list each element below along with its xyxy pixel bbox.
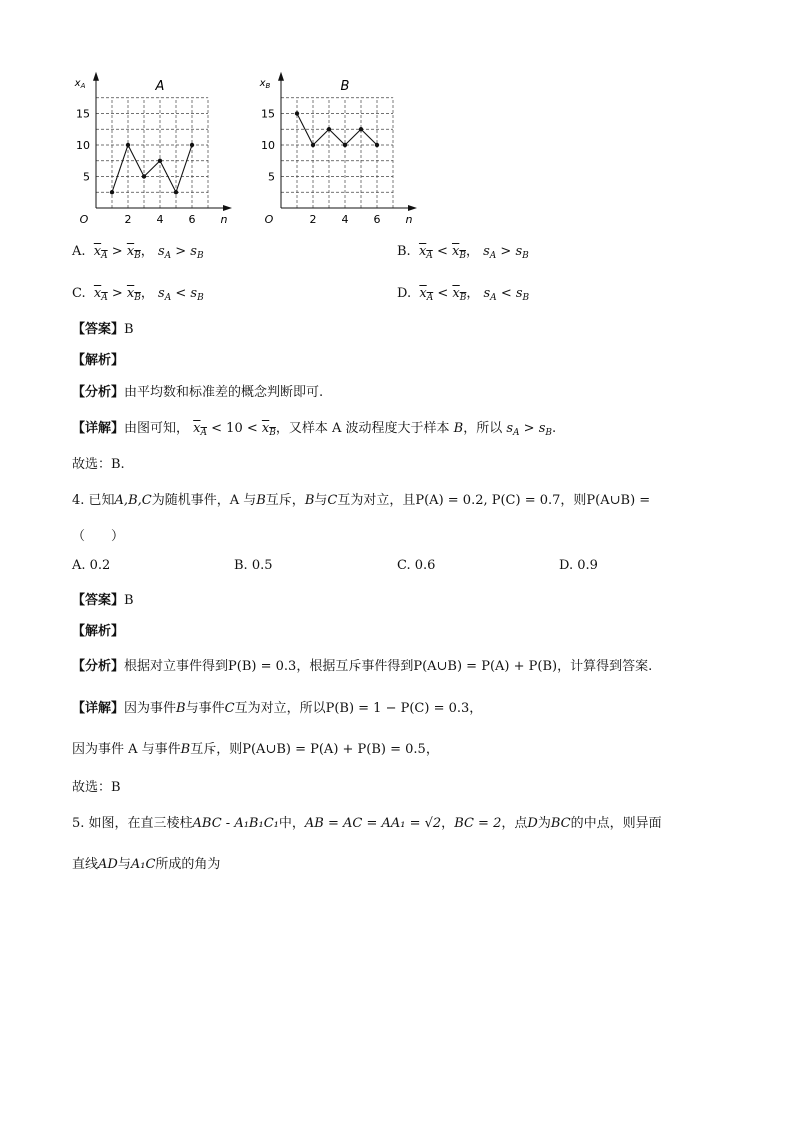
detail-tag: 【详解】 <box>72 701 125 716</box>
data-point <box>126 143 130 147</box>
sd-sa: $s_A$ <box>483 286 497 303</box>
var: B <box>256 493 266 508</box>
x-axis-label: n <box>220 213 228 225</box>
y-tick-label: 5 <box>268 170 275 184</box>
text: 根据对立事件得到 <box>124 659 229 674</box>
option-text: C. 0.6 <box>397 558 436 573</box>
x-tick-label: 2 <box>124 213 132 225</box>
rel: > <box>500 244 512 259</box>
mean-xb: $x_B$ <box>126 244 141 261</box>
q4-fenxi <box>72 655 652 674</box>
origin-label: O <box>264 213 274 225</box>
data-point <box>295 111 299 115</box>
var: C <box>327 493 338 508</box>
choose-text: 故选：B. <box>72 457 125 472</box>
y-tick-label: 10 <box>261 139 275 152</box>
x-axis-arrow <box>223 205 232 211</box>
option-text: B. 0.5 <box>234 558 273 573</box>
text: 的中点，则异面 <box>570 816 662 831</box>
x-tick-label: 6 <box>188 213 196 225</box>
option-label: D. <box>397 286 412 301</box>
q4-stem <box>72 489 650 508</box>
var: AD <box>98 857 118 872</box>
sd-sb: $s_B$ <box>190 286 204 303</box>
data-point <box>142 174 146 178</box>
fenxi-tag: 【分析】 <box>72 385 125 400</box>
q4-option-c <box>397 558 435 573</box>
option-label: A. <box>72 244 86 259</box>
x-tick-label: 4 <box>341 213 349 225</box>
q4-choose <box>72 776 121 795</box>
q3-option-a: A. $x_A > x_B$， $s_A > s_B$ <box>72 244 204 261</box>
mean-xb: $x_B$ <box>452 286 467 303</box>
text: ，所以 <box>463 421 503 436</box>
text: 与 <box>117 857 131 872</box>
x-axis-label: n <box>405 213 413 225</box>
text: ，则 <box>560 493 587 508</box>
text: 互斥， <box>265 493 305 508</box>
paren: （ ） <box>72 529 125 544</box>
series-line <box>112 145 192 192</box>
option-text: A. 0.2 <box>72 558 111 573</box>
q4-detail-2 <box>72 738 439 757</box>
answer-tag: 【答案】 <box>72 322 125 337</box>
x-tick-label: 6 <box>373 213 381 225</box>
mean-xa: $x_A$ <box>418 244 433 261</box>
data-point <box>359 127 363 131</box>
rel: < <box>500 286 512 301</box>
y-axis-arrow <box>278 72 284 81</box>
text: 由图可知， <box>124 421 190 436</box>
text: ， <box>469 701 483 716</box>
q4-option-d <box>559 558 598 573</box>
text: 因为事件 <box>124 701 177 716</box>
mean-xb: $x_B$ <box>261 421 276 438</box>
y-axis-label: $x_A$ <box>74 77 86 90</box>
answer-value: B <box>124 593 134 608</box>
text: ，点 <box>501 816 528 831</box>
chart-a <box>70 55 250 229</box>
rel: < <box>437 286 449 301</box>
option-label: C. <box>72 286 86 301</box>
text: 所成的角为 <box>155 857 221 872</box>
x-tick-label: 2 <box>309 213 317 225</box>
data-point <box>174 190 178 194</box>
text: 中， <box>278 816 305 831</box>
sd-sb: $s_B$ <box>515 244 529 261</box>
chart-a-svg <box>70 55 250 225</box>
text: < 10 < <box>211 421 258 436</box>
prob-eq: P(A) = 0.2, P(C) = 0.7 <box>415 493 561 508</box>
rel: > <box>111 286 123 301</box>
answer-value: B <box>124 322 134 337</box>
q3-choose <box>72 453 125 472</box>
q4-detail <box>72 697 482 716</box>
var: B <box>180 742 191 757</box>
text: 因为事件 A 与事件 <box>72 742 181 757</box>
q4-paren <box>72 525 124 544</box>
mean-xa: $x_A$ <box>419 286 434 303</box>
text: ，计算得到答案. <box>557 659 653 674</box>
text: 与 <box>314 493 328 508</box>
rel: < <box>175 286 187 301</box>
text: 互为对立，所以 <box>234 701 326 716</box>
chart-b <box>255 55 435 229</box>
eq: P(B) = 1 − P(C) = 0.3 <box>325 701 470 716</box>
text: ，根据互斥事件得到 <box>296 659 414 674</box>
eq: P(A∪B) = P(A) + P(B) <box>413 659 558 674</box>
var: BC <box>550 816 571 831</box>
vars: A,B,C <box>114 493 152 508</box>
var: B <box>304 493 315 508</box>
prism: ABC - A₁B₁C₁ <box>192 816 279 831</box>
text: ， <box>425 742 439 757</box>
chart-b-svg <box>255 55 435 225</box>
text: 直线 <box>72 857 99 872</box>
data-point <box>311 143 315 147</box>
fenxi-text: 由平均数和标准差的概念判断即可. <box>124 385 324 400</box>
rel: > <box>175 244 187 259</box>
sd-sb: $s_B$ <box>190 244 204 261</box>
data-point <box>327 127 331 131</box>
q3-answer <box>72 318 134 337</box>
data-point <box>158 159 162 163</box>
q3-detail: 【详解】由图可知， $x_A < 10 < x_B$，又样本 A 波动程度大于样本 B，所以 $s_A > s_B$. <box>72 421 557 438</box>
q5-stem-2 <box>72 853 220 872</box>
data-point <box>110 190 114 194</box>
sd-sa: $s_A$ <box>157 244 172 261</box>
eq: P(A∪B) = P(A) + P(B) = 0.5 <box>242 742 426 757</box>
sd-sa: $s_A$ <box>483 244 497 261</box>
q3-option-b: B. $x_A < x_B$， $s_A > s_B$ <box>397 244 529 261</box>
text: . <box>552 421 557 436</box>
mean-xb: $x_B$ <box>126 286 141 303</box>
prob-eq: P(A∪B) = <box>586 493 651 508</box>
data-point <box>343 143 347 147</box>
q3-fenxi <box>72 381 323 400</box>
text: 4. 已知 <box>72 493 115 508</box>
eq: AB = AC = AA₁ = √2 <box>304 816 442 831</box>
q5-stem <box>72 812 662 831</box>
x-tick-label: 4 <box>156 213 164 225</box>
fenxi-tag: 【分析】 <box>72 659 125 674</box>
answer-tag: 【答案】 <box>72 593 125 608</box>
var-b: B <box>453 421 464 436</box>
text: 互为对立，且 <box>337 493 416 508</box>
mean-xb: $x_B$ <box>451 244 466 261</box>
analysis-tag: 【解析】 <box>72 353 125 368</box>
y-tick-label: 15 <box>76 107 90 121</box>
q3-option-d: D. $x_A < x_B$， $s_A < s_B$ <box>397 286 530 303</box>
y-tick-label: 15 <box>261 107 275 121</box>
rel: > <box>111 244 123 259</box>
text: 互斥，则 <box>190 742 243 757</box>
x-axis-arrow <box>408 205 417 211</box>
q4-answer <box>72 589 134 608</box>
data-point <box>190 143 194 147</box>
analysis-tag: 【解析】 <box>72 624 125 639</box>
rel: < <box>436 244 448 259</box>
var: D <box>527 816 538 831</box>
q3-option-c: C. $x_A > x_B$， $s_A < s_B$ <box>72 286 204 303</box>
chart-title: B <box>340 78 350 94</box>
text: 与事件 <box>185 701 225 716</box>
y-axis-label: $x_B$ <box>259 77 271 90</box>
detail-tag: 【详解】 <box>72 421 125 436</box>
data-point <box>375 143 379 147</box>
q3-analysis-tag <box>72 349 124 368</box>
text: 为 <box>537 816 551 831</box>
text: ，又样本 A 波动程度大于样本 <box>275 421 450 436</box>
var: B <box>176 701 186 716</box>
var: C <box>224 701 235 716</box>
option-text: D. 0.9 <box>559 558 598 573</box>
text: ， <box>441 816 455 831</box>
sd-sb: $s_B$ <box>538 421 553 438</box>
mean-xa: $x_A$ <box>93 286 108 303</box>
y-axis-arrow <box>93 72 99 81</box>
mean-xa: $x_A$ <box>193 421 208 438</box>
origin-label: O <box>79 213 89 225</box>
text: 为随机事件，A 与 <box>151 493 257 508</box>
var: A₁C <box>130 857 156 872</box>
choose-text: 故选：B <box>72 780 121 795</box>
q4-option-b <box>234 558 273 573</box>
sd-sa: $s_A$ <box>158 286 172 303</box>
q4-option-a <box>72 558 110 573</box>
y-tick-label: 10 <box>76 139 90 152</box>
chart-title: A <box>155 78 165 94</box>
option-label: B. <box>397 244 411 259</box>
q4-analysis-tag <box>72 620 124 639</box>
eq: P(B) = 0.3 <box>228 659 297 674</box>
text: 5. 如图，在直三棱柱 <box>72 816 193 831</box>
sd-sb: $s_B$ <box>515 286 530 303</box>
eq: BC = 2 <box>454 816 502 831</box>
mean-xa: $x_A$ <box>93 244 108 261</box>
y-tick-label: 5 <box>83 170 90 184</box>
sd-sa: $s_A$ <box>506 421 520 438</box>
